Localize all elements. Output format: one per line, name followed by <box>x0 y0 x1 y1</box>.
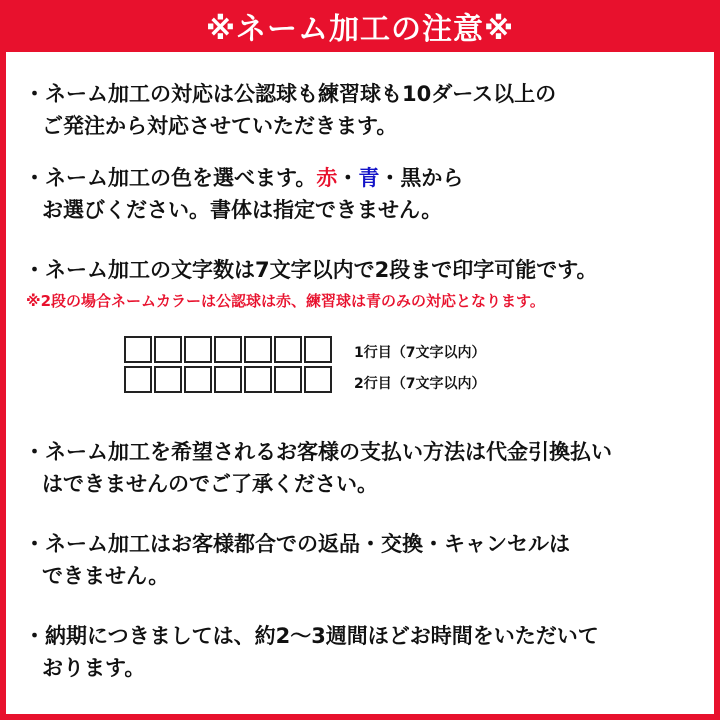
name-grid-cell <box>304 336 332 363</box>
notice-item-6 <box>24 620 704 684</box>
notice-item-1-line-1: ・ネーム加工の対応は公認球も練習球も10ダース以上の <box>24 82 557 106</box>
name-grid-cell <box>244 366 272 393</box>
notice-item-6-line-2: おります。 <box>42 656 146 680</box>
color-intro-text: ・ネーム加工の色を選べます。 <box>24 166 317 190</box>
name-grid-cell <box>274 366 302 393</box>
name-grid-row-1 <box>124 336 334 363</box>
name-grid-cell <box>244 336 272 363</box>
notice-item-3-line-1: ・ネーム加工の文字数は7文字以内で2段まで印字可能です。 <box>24 258 598 282</box>
name-grid-cell <box>214 366 242 393</box>
color-separator-1: ・ <box>337 166 359 190</box>
page-title: ※ネーム加工の注意※ <box>205 12 515 47</box>
color-blue-text: 青 <box>358 166 380 190</box>
notice-item-4 <box>24 436 704 500</box>
color-red-text: 赤 <box>316 166 338 190</box>
notice-item-5 <box>24 528 704 592</box>
notice-item-4-line-1: ・ネーム加工を希望されるお客様の支払い方法は代金引換払い <box>24 440 612 464</box>
notice-item-3 <box>24 254 704 286</box>
name-grid-cell <box>124 366 152 393</box>
name-grid-cell <box>184 366 212 393</box>
notice-item-5-line-2: できません。 <box>42 564 170 588</box>
notice-item-2 <box>24 162 704 226</box>
name-grid-cell <box>154 336 182 363</box>
name-grid-cell <box>184 336 212 363</box>
name-grid-row-1-label: 1行目（7文字以内） <box>354 345 486 361</box>
notice-item-4-line-2: はできませんのでご了承ください。 <box>42 472 378 496</box>
name-grid-row-2 <box>124 366 334 393</box>
notice-item-5-line-1: ・ネーム加工はお客様都合での返品・交換・キャンセルは <box>24 532 570 556</box>
notice-item-2-line-1 <box>24 162 704 194</box>
name-grid-cell <box>214 336 242 363</box>
name-grid-cell <box>274 336 302 363</box>
notice-panel <box>6 52 714 714</box>
notice-item-1 <box>24 78 704 142</box>
notice-item-1-line-2: ご発注から対応させていただきます。 <box>42 114 398 138</box>
name-grid-cell <box>154 366 182 393</box>
notice-item-6-line-1: ・納期につきましては、約2～3週間ほどお時間をいただいて <box>24 624 599 648</box>
name-grid-row-2-label: 2行目（7文字以内） <box>354 376 486 392</box>
notice-item-2-line-2: お選びください。書体は指定できません。 <box>42 198 443 222</box>
two-line-color-note: ※2段の場合ネームカラーは公認球は赤、練習球は青のみの対応となります。 <box>26 292 545 310</box>
color-black-text: ・黒から <box>379 166 464 190</box>
name-grid-cell <box>304 366 332 393</box>
name-grid-cell <box>124 336 152 363</box>
